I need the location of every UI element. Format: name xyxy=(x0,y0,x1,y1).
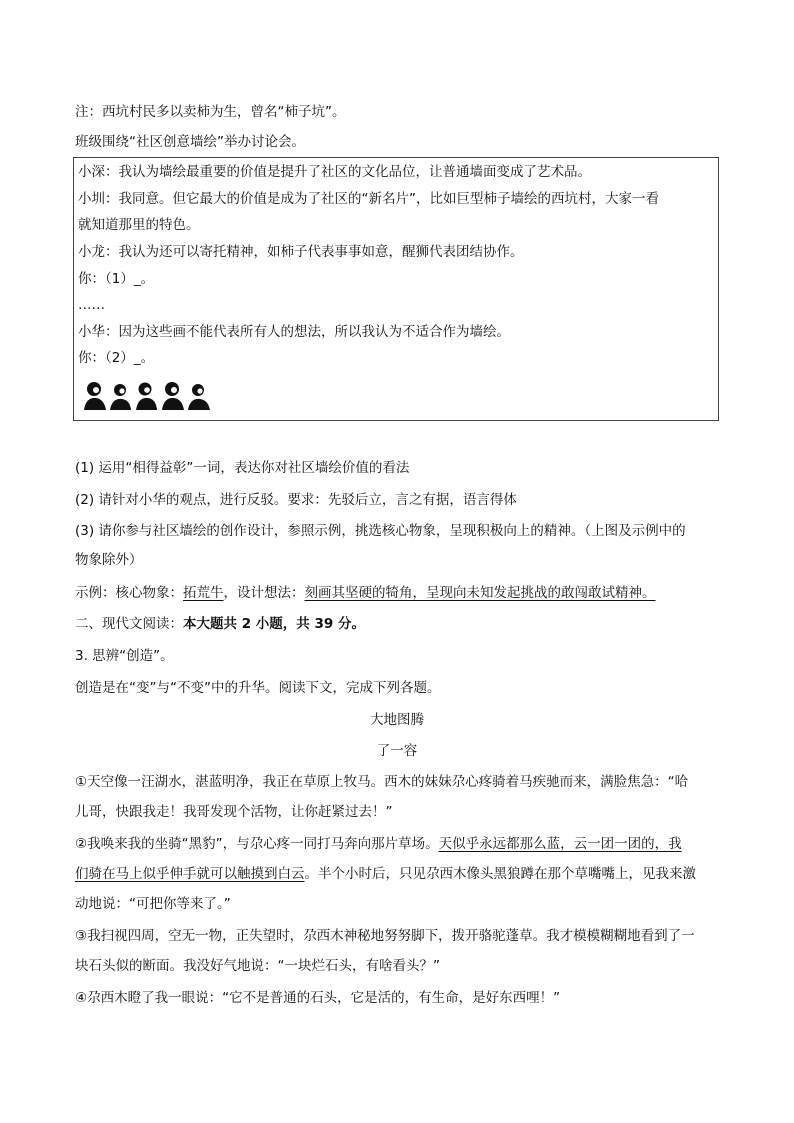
paragraph-2-plain: ②我唤来我的坐骑“黑豹”，与尕心疼一同打马奔向那片草场。 xyxy=(75,836,439,852)
paragraph-3: ③我扫视四周，空无一物，正失望时，尕西木神秘地努努脚下，拨开骆驼蓬草。我才模模糊糊地看到了一 xyxy=(75,928,695,944)
dialog-line-you-1: 你：（1）_。 xyxy=(78,271,155,287)
discussion-people-illustration xyxy=(82,380,212,410)
example-line xyxy=(75,583,656,603)
dialog-line-xiaohua: 小华：因为这些画不能代表所有人的想法，所以我认为不适合作为墙绘。 xyxy=(78,324,510,340)
paragraph-1-cont: 儿哥，快跟我走！我哥发现个活物，让你赶紧过去！” xyxy=(75,804,393,820)
paragraph-2-plain-cont: 。半个小时后，只见尕西木像头黑狼蹲在那个草嘴嘴上，见我来激 xyxy=(304,866,696,882)
example-object: 拓荒牛 xyxy=(183,585,224,601)
example-mid: ，设计想法： xyxy=(223,585,305,601)
section-prefix: 二、现代文阅读： xyxy=(75,616,183,632)
example-idea: 刻画其坚硬的犄角，呈现向未知发起挑战的敢闯敢试精神。 xyxy=(304,585,656,601)
dialog-ellipsis: …… xyxy=(78,297,105,313)
paragraph-2-underlined: 天似乎永远都那么蓝，云一团一团的，我 xyxy=(438,836,682,852)
paragraph-2-underlined-cont: 们骑在马上似乎伸手就可以触摸到白云 xyxy=(75,866,305,882)
article-title: 大地图腾 xyxy=(370,712,424,728)
question-3: (3) 请你参与社区墙绘的创作设计，参照示例，挑选核心物象，呈现积极向上的精神。（上图及示例中的 xyxy=(75,523,686,539)
dialog-line-xiaozhen: 小圳：我同意。但它最大的价值是成为了社区的“新名片”，比如巨型柿子墙绘的西坑村，大家一看 xyxy=(78,191,659,207)
dialog-line-xiaolong: 小龙：我认为还可以寄托精神，如柿子代表事事如意，醒狮代表团结协作。 xyxy=(78,244,524,260)
paragraph-2-end: 动地说：“可把你等来了。” xyxy=(75,896,231,912)
dialog-box xyxy=(73,157,719,421)
paragraph-4: ④尕西木瞪了我一眼说：“它不是普通的石头，它是活的，有生命，是好东西哩！” xyxy=(75,990,561,1006)
dialog-line-you-2: 你：（2）_。 xyxy=(78,350,155,366)
paragraph-1: ①天空像一汪湖水，湛蓝明净，我正在草原上牧马。西木的妹妹尕心疼骑着马疾驰而来，满脸焦急：“哈 xyxy=(75,774,689,790)
question-1: (1) 运用“相得益彰”一词，表达你对社区墙绘价值的看法 xyxy=(75,460,410,476)
section-rest: 本大题共 2 小题，共 39 分。 xyxy=(183,616,365,632)
article-author: 了一容 xyxy=(376,743,418,759)
paragraph-3-cont: 块石头似的断面。我没好气地说：“一块烂石头，有啥看头？” xyxy=(75,958,440,974)
note-text: 注：西坑村民多以卖柿为生，曾名“柿子坑”。 xyxy=(75,104,346,120)
question-3-title: 3. 思辨“创造”。 xyxy=(75,648,174,664)
dialog-line-xiaozhen-cont: 就知道那里的特色。 xyxy=(78,217,200,233)
paragraph-2-cont xyxy=(75,864,696,884)
paragraph-2 xyxy=(75,834,682,854)
question-3-cont: 物象除外） xyxy=(75,552,143,568)
section-heading xyxy=(75,614,365,634)
dialog-line-xiaoshen: 小深：我认为墙绘最重要的价值是提升了社区的文化品位，让普通墙面变成了艺术品。 xyxy=(78,164,591,180)
question-3-desc: 创造是在“变”与“不变”中的升华。阅读下文，完成下列各题。 xyxy=(75,680,441,696)
example-prefix: 示例：核心物象： xyxy=(75,585,183,601)
question-2: (2) 请针对小华的观点，进行反驳。要求：先驳后立，言之有据，语言得体 xyxy=(75,492,517,508)
intro-text: 班级围绕“社区创意墙绘”举办讨论会。 xyxy=(75,134,305,150)
